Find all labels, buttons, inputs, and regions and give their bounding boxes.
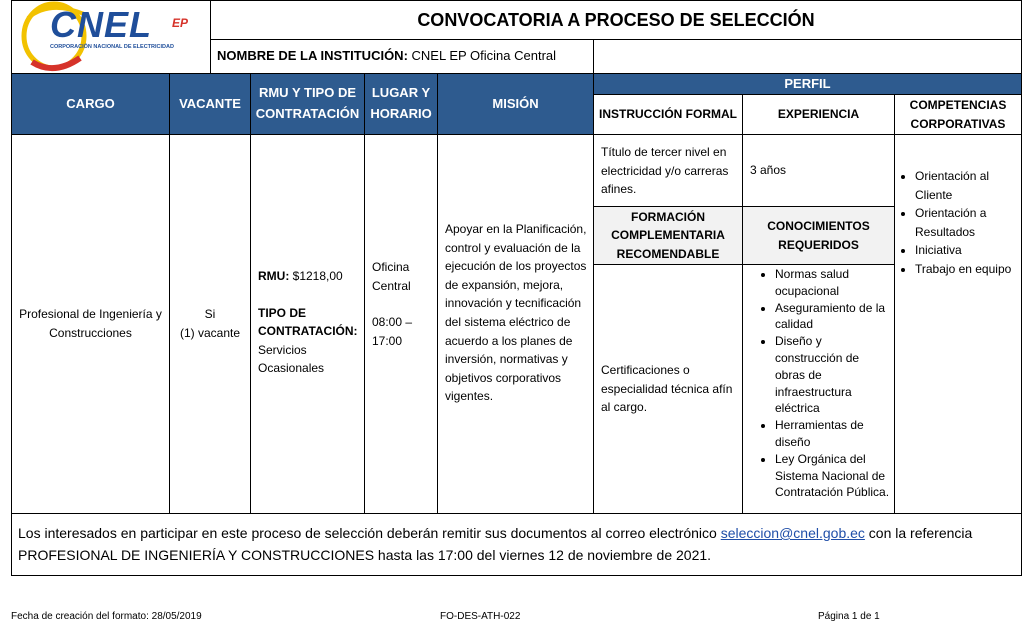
vacante-value-2: (1) vacante xyxy=(179,326,241,340)
competencias-list xyxy=(897,167,1017,279)
experiencia-cell xyxy=(742,134,895,207)
col-experiencia-header: EXPERIENCIA xyxy=(742,94,895,135)
institution-label: NOMBRE DE LA INSTITUCIÓN: xyxy=(217,48,408,63)
instruccion-cell xyxy=(593,134,743,207)
competencia-item: • Orientación a Resultados xyxy=(915,204,1017,241)
mision-cell xyxy=(437,134,594,514)
conocimiento-item: • Herramientas de diseño xyxy=(775,417,890,451)
logo-text: CNEL xyxy=(50,4,152,45)
vacante-cell xyxy=(169,134,251,514)
footer-code: FO-DES-ATH-022 xyxy=(440,611,521,622)
col-lugar-header: LUGAR Y HORARIO xyxy=(364,73,438,135)
col-conocimientos-header: CONOCIMIENTOS REQUERIDOS xyxy=(742,206,895,265)
notice-text-2: con la referencia PROFESIONAL DE INGENIERÍA Y CONSTRUCCIONES hasta las 17:00 del viernes 12 de noviembre de 2021. xyxy=(18,525,973,564)
conocimiento-item: • Diseño y construcción de obras de infraestructura eléctrica xyxy=(775,333,890,417)
conocimiento-item: • Ley Orgánica del Sistema Nacional de Contratación Pública. xyxy=(775,451,890,501)
competencias-cell xyxy=(894,134,1022,514)
competencia-item: • Iniciativa xyxy=(915,241,1017,260)
horario-value: 08:00 – 17:00 xyxy=(372,315,413,348)
formacion-value: Certificaciones o especialidad técnica afín al cargo. xyxy=(601,363,733,415)
mision-value: Apoyar en la Planificación, control y evaluación de la ejecución de los proyectos de expansión, mejora, innovación y tecnificación del sistema eléctrico de acuerdo a los planes de inversión, normativas y objetivos corporativos vigentes. xyxy=(445,222,587,404)
lugar-cell xyxy=(364,134,438,514)
experiencia-value: 3 años xyxy=(750,163,787,177)
logo-tagline: CORPORACIÓN NACIONAL DE ELECTRICIDAD xyxy=(50,44,174,50)
conocimientos-list xyxy=(757,266,890,501)
tipo-value: Servicios Ocasionales xyxy=(258,342,325,376)
col-rmu-header: RMU Y TIPO DE CONTRATACIÓN xyxy=(250,73,365,135)
competencia-item: • Orientación al Cliente xyxy=(915,167,1017,204)
col-competencias-header: COMPETENCIAS CORPORATIVAS xyxy=(894,94,1022,135)
conocimiento-item: • Aseguramiento de la calidad xyxy=(775,300,890,334)
formacion-cell xyxy=(593,264,743,514)
institution-value: CNEL EP Oficina Central xyxy=(411,48,557,63)
rmu-cell xyxy=(250,134,365,514)
institution-cell xyxy=(210,39,594,74)
col-perfil-header: PERFIL xyxy=(593,73,1022,95)
col-mision-header: MISIÓN xyxy=(437,73,594,135)
conocimientos-cell xyxy=(742,264,895,514)
rmu-label: RMU: xyxy=(258,269,290,283)
lugar-value: Oficina Central xyxy=(372,260,411,293)
conocimiento-item: • Normas salud ocupacional xyxy=(775,266,890,300)
footer-page: Página 1 de 1 xyxy=(818,611,880,622)
col-cargo-header: CARGO xyxy=(11,73,170,135)
notice-text-1: Los interesados en participar en este proceso de selección deberán remitir sus documentos al correo electrónico xyxy=(18,525,721,541)
cargo-cell xyxy=(11,134,170,514)
rmu-value: $1218,00 xyxy=(289,269,343,283)
institution-blank-cell xyxy=(593,39,1022,74)
col-formacion-header: FORMACIÓN COMPLEMENTARIA RECOMENDABLE xyxy=(593,206,743,265)
email-link[interactable]: seleccion@cnel.gob.ec xyxy=(720,525,865,541)
col-instruccion-header: INSTRUCCIÓN FORMAL xyxy=(593,94,743,135)
tipo-label: TIPO DE CONTRATACIÓN: xyxy=(258,305,358,339)
notice-cell xyxy=(11,513,1022,576)
logo-cell-border xyxy=(11,0,211,74)
col-vacante-header: VACANTE xyxy=(169,73,251,135)
instruccion-value: Título de tercer nivel en electricidad y/o carreras afines. xyxy=(601,145,729,197)
cargo-value: Profesional de Ingeniería y Construcciones xyxy=(19,307,162,340)
logo-suffix: EP xyxy=(172,16,189,30)
footer-created: Fecha de creación del formato: 28/05/2019 xyxy=(11,611,202,622)
page-title: CONVOCATORIA A PROCESO DE SELECCIÓN xyxy=(210,0,1022,40)
vacante-value-1: Si xyxy=(204,307,216,322)
competencia-item: • Trabajo en equipo xyxy=(915,260,1017,279)
